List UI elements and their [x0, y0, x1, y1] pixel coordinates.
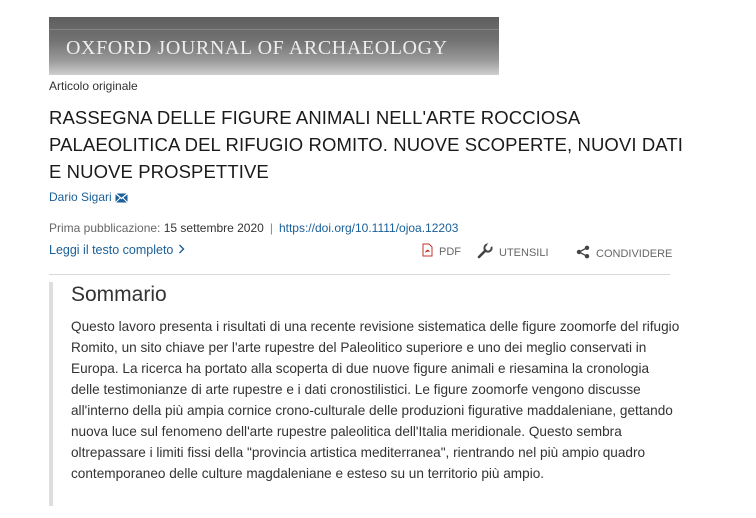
- read-full-text-link[interactable]: [49, 243, 185, 257]
- chevron-right-icon: [178, 243, 185, 257]
- pdf-label: PDF: [439, 245, 461, 258]
- abstract-section: [49, 282, 693, 506]
- mail-icon[interactable]: [115, 192, 128, 202]
- article-title: RASSEGNA DELLE FIGURE ANIMALI NELL'ARTE ROCCIOSA PALAEOLITICA DEL RIFUGIO ROMITO. NUOVE SCOPERTE, NUOVI DATI E NUOVE PROSPETTIVE: [49, 107, 683, 182]
- article-type: Articolo originale: [49, 79, 138, 93]
- pub-date: 15 settembre 2020: [163, 221, 264, 235]
- abstract-heading: Sommario: [71, 283, 167, 306]
- journal-banner[interactable]: [49, 17, 499, 75]
- publication-info: [49, 221, 458, 235]
- author-name[interactable]: Dario Sigari: [49, 190, 112, 204]
- doi-link[interactable]: https://doi.org/10.1111/ojoa.12203: [278, 221, 459, 235]
- tools-label: UTENSILI: [499, 246, 549, 259]
- journal-title: OXFORD JOURNAL OF ARCHAEOLOGY: [66, 37, 448, 59]
- pdf-button[interactable]: [422, 243, 461, 260]
- wrench-icon: [477, 243, 493, 262]
- abstract-text: Questo lavoro presenta i risultati di una recente revisione sistematica delle figure zoomorfe del rifugio Romito, un sito chiave per l'arte rupestre del Paleolitico superiore e uno dei meglio conservati in Europa. La ricerca ha portato alla scoperta di due nuove figure animali e riesamina la cronologia delle testimonianze di arte rupestre e i dati cronostilistici. Le figure zoomorfe vengono discusse all'interno della più ampia cornice crono-culturale delle produzioni figurative maddaleniane, gettando nuova luce sul fenomeno dell'arte rupestre paleolitica dell'Italia meridionale. Questo sembra oltrepassare i limiti fissi della "provincia artistica mediterranea", rientrando nel più ampio quadro contemporaneo delle culture magdaleniane e esteso su un territorio più ampio.: [71, 319, 680, 481]
- section-divider: [49, 274, 670, 275]
- share-label: CONDIVIDERE: [596, 247, 673, 260]
- pub-separator: |: [269, 221, 273, 235]
- banner-decoration: [49, 29, 499, 30]
- pub-label: Prima pubblicazione:: [49, 221, 161, 235]
- read-full-label[interactable]: Leggi il testo completo: [49, 243, 174, 257]
- author-link[interactable]: [49, 190, 128, 204]
- tools-button[interactable]: [477, 243, 549, 262]
- pdf-icon: [422, 243, 433, 260]
- share-icon: [576, 245, 590, 262]
- share-button[interactable]: [576, 245, 672, 262]
